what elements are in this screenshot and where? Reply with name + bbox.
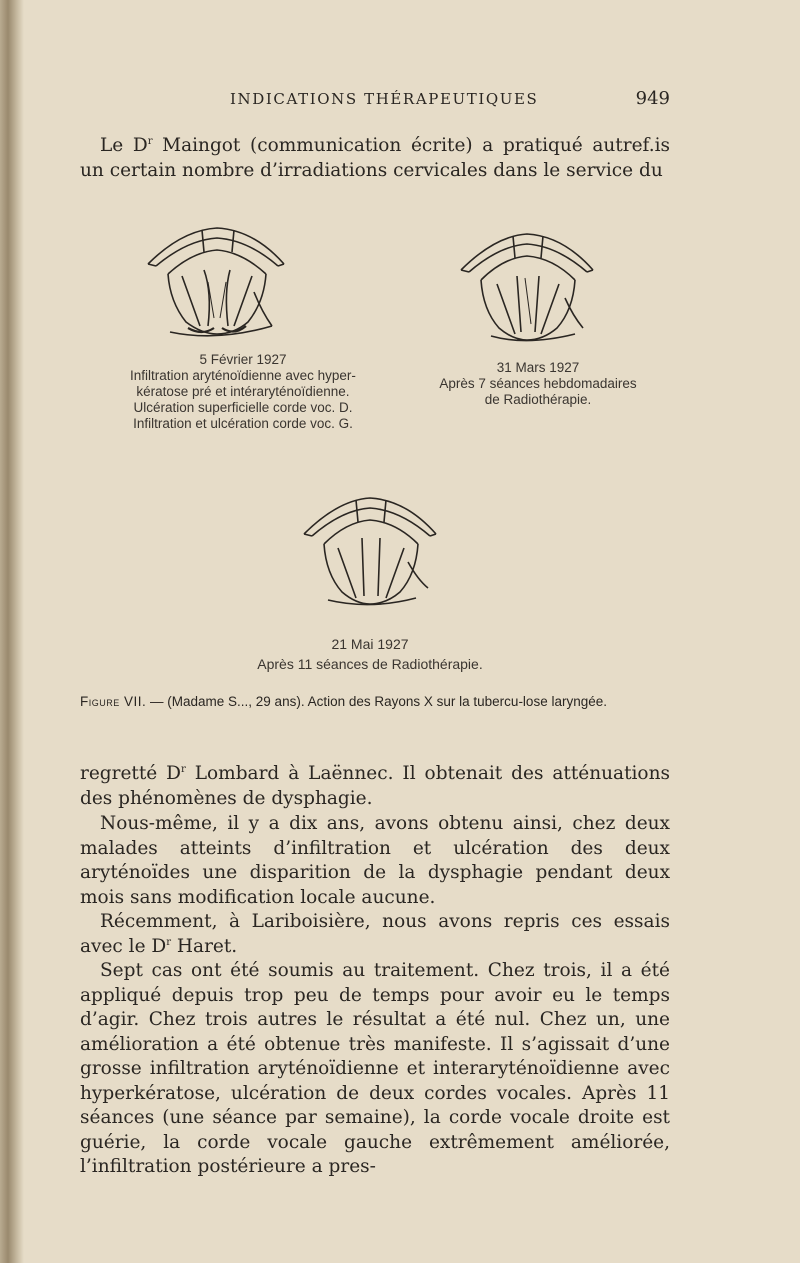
body-paragraph-3: [80, 910, 670, 959]
body-paragraph-1: [80, 762, 670, 811]
figure-caption-line: Infiltration et ulcération corde voc. G.: [133, 416, 353, 431]
figure-date-3: 21 Mai 1927: [331, 636, 409, 652]
figure-caption-3: [220, 634, 520, 674]
paragraph-text: Sept cas ont été soumis au traitement. Chez trois, il a été appliqué depuis trop peu de temps pour avoir eu le temps d’agir. Chez trois autres le résultat a été nul. Chez un, une amélioration a été obtenue très manifeste. Il s’agissait d’une grosse infiltration aryténoïdienne et interaryténoïdienne avec hyperkératose, ulcération de deux cordes vocales. Après 11 séances (une séance par semaine), la corde vocale droite est guérie, la corde vocale gauche extrêmement améliorée, l’infiltration postérieure a pres-: [80, 960, 670, 1177]
superscript: r: [166, 936, 172, 948]
paragraph-text: Récemment, à Lariboisière, nous avons repris ces essais avec le D: [80, 911, 670, 957]
intro-text-start: Le D: [100, 135, 148, 156]
figure-caption-line: de Radiothérapie.: [484, 392, 592, 407]
figure-caption-line: Ulcération superficielle corde voc. D.: [133, 400, 353, 415]
figure-legend: [80, 692, 670, 712]
page-number: 949: [635, 88, 670, 109]
intro-text: Maingot (communication écrite) a pratiqué autref.is un certain nombre d’irradiations cervicales dans le service du: [80, 135, 671, 181]
figure-date-2: 31 Mars 1927: [496, 360, 580, 375]
running-title: INDICATIONS THÉRAPEUTIQUES: [230, 90, 539, 108]
paragraph-text: Haret.: [171, 935, 238, 957]
paragraph-text: Lombard à Laënnec. Il obtenait des atténuations des phénomènes de dysphagie.: [80, 763, 670, 809]
larynx-drawing-may: [298, 492, 443, 610]
figure-caption-line: kératose pré et intéraryténoïdienne.: [136, 384, 350, 399]
figure-label: Figure VII.: [80, 694, 147, 709]
intro-superscript: r: [147, 135, 153, 147]
figure-caption-line: Après 11 séances de Radiothérapie.: [257, 656, 483, 672]
page-edge-shadow: [0, 0, 24, 1263]
paragraph-text: Nous-même, il y a dix ans, avons obtenu ainsi, chez deux malades atteints d’infiltration et ulcération des deux aryténoïdes une disparition de la dysphagie pendant deux mois sans modification locale aucune.: [80, 813, 670, 908]
body-paragraph-4: [80, 959, 670, 1180]
paragraph-text: regretté D: [80, 763, 182, 784]
body-paragraph-2: [80, 812, 670, 910]
figure-legend-text: — (Madame S..., 29 ans). Action des Rayons X sur la tubercu-lose laryngée.: [146, 694, 607, 709]
figure-caption-line: Après 7 séances hebdomadaires: [439, 376, 637, 391]
superscript: r: [181, 763, 186, 775]
larynx-drawing-february: [142, 222, 292, 340]
running-head: [80, 88, 670, 114]
figure-caption-line: Infiltration aryténoïdienne avec hyper-: [130, 368, 356, 383]
figure-caption-2: [416, 360, 660, 408]
figure-caption-1: [120, 352, 366, 432]
intro-paragraph: [80, 134, 670, 183]
larynx-drawing-march: [455, 228, 600, 346]
figure-date-1: 5 Février 1927: [199, 352, 287, 367]
